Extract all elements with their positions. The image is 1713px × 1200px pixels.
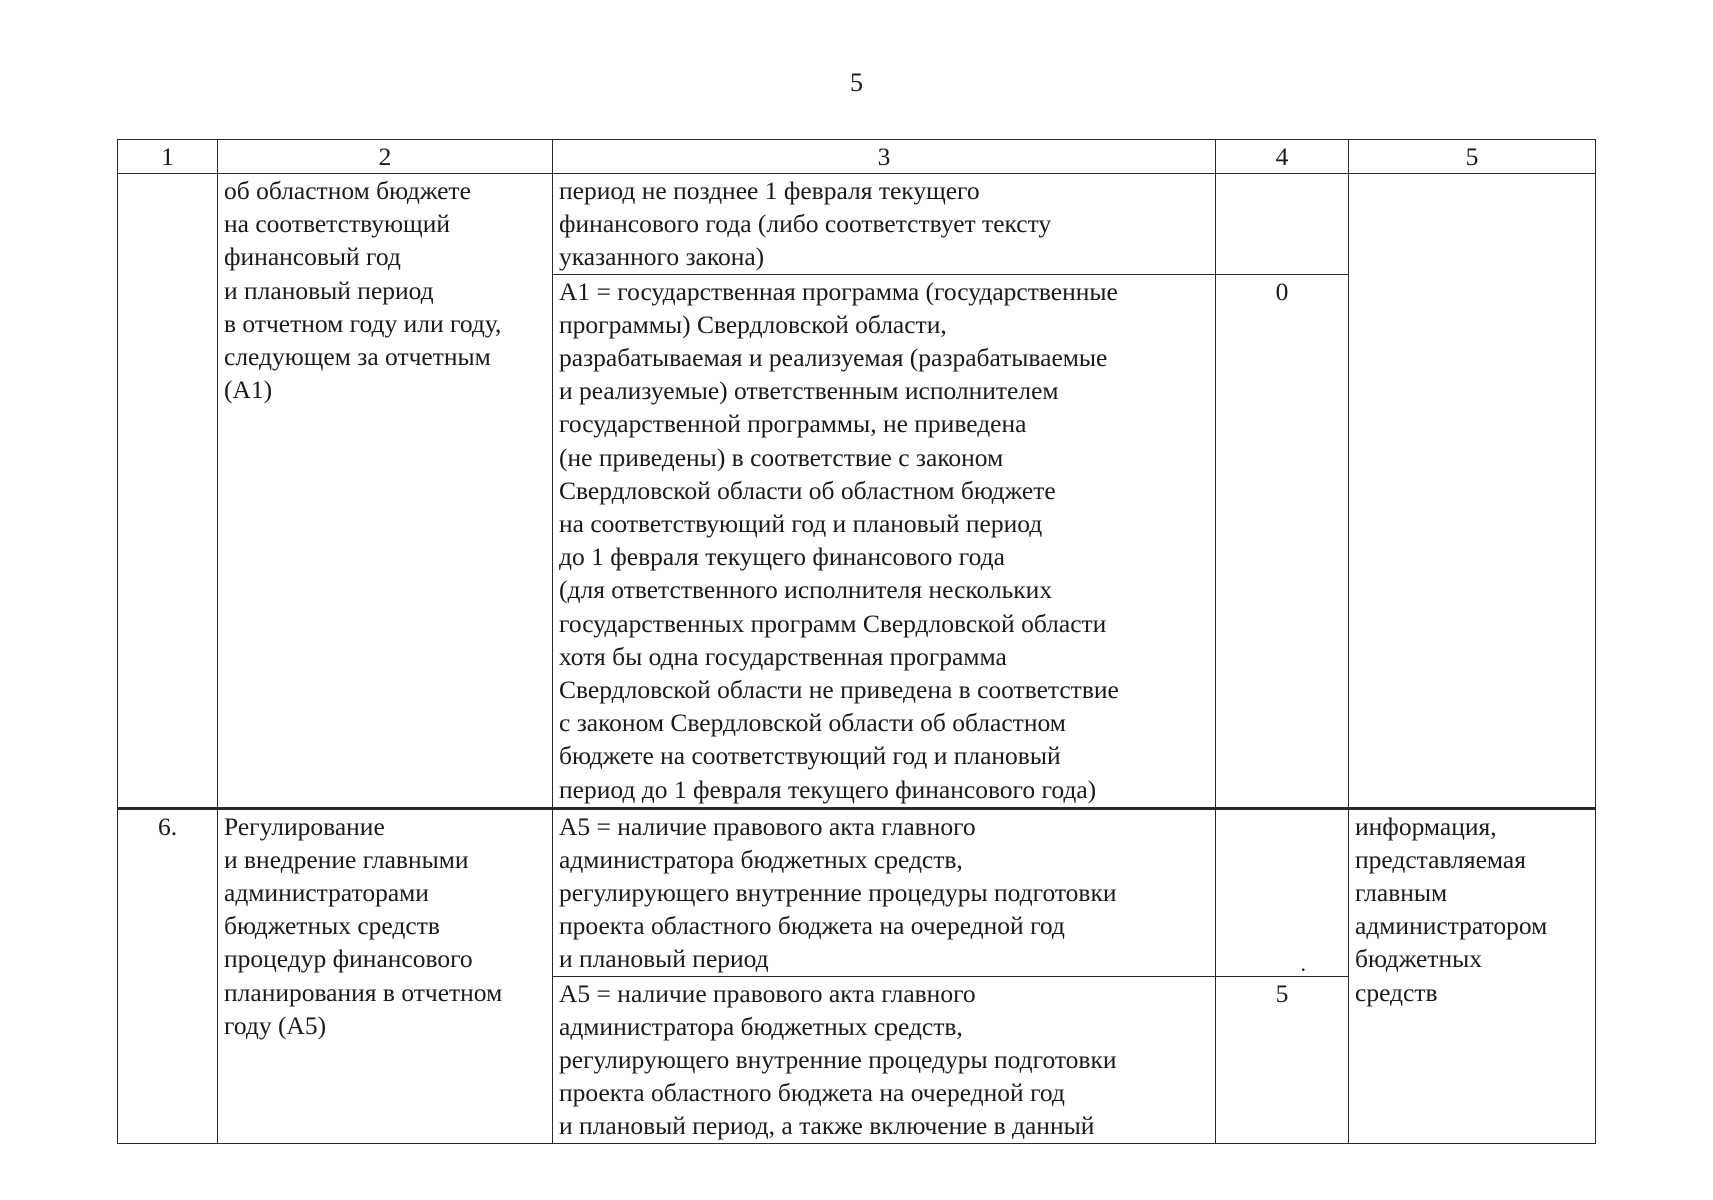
row-number: 6. (118, 808, 218, 1143)
header-col-1: 1 (118, 140, 218, 174)
table-row (118, 174, 1596, 275)
criterion-text: А5 = наличие правового акта главного администратора бюджетных средств, регулирующего внутренние процедуры подготовки проекта областного бюджета на очередной год и плановый период, а также включение в данный (553, 976, 1216, 1143)
table-header-row (118, 140, 1596, 174)
header-col-3: 3 (553, 140, 1216, 174)
criterion-score: 5 (1216, 976, 1349, 1143)
criterion-text: период не позднее 1 февраля текущего финансового года (либо соответствует тексту указанного закона) (553, 174, 1216, 275)
criterion-score: 0 (1216, 274, 1349, 808)
indicator-name: Регулирование и внедрение главными администраторами бюджетных средств процедур финансового планирования в отчетном году (А5) (218, 808, 553, 1143)
criterion-score (1216, 174, 1349, 275)
info-source (1349, 174, 1596, 809)
criterion-score (1216, 808, 1349, 976)
stray-mark: . (1300, 950, 1306, 976)
table-row (118, 808, 1596, 976)
page-number: 5 (850, 68, 863, 97)
info-source: информация, представляемая главным администратором бюджетных средств (1349, 808, 1596, 1143)
header-col-2: 2 (218, 140, 553, 174)
indicator-name: об областном бюджете на соответствующий финансовый год и плановый период в отчетном году или году, следующем за отчетным (А1) (218, 174, 553, 809)
indicators-table (117, 139, 1596, 1144)
criterion-text: А1 = государственная программа (государственные программы) Свердловской области, разрабатываемая и реализуемая (разрабатываемые и реализуемые) ответственным исполнителем государственной программы, не приведена (не приведены) в соответствие с законом Свердловской области об областном бюджете на соответствующий год и плановый период до 1 февраля текущего финансового года (для ответственного исполнителя нескольких государственных программ Свердловской области хотя бы одна государственная программа Свердловской области не приведена в соответствие с законом Свердловской области об областном бюджете на соответствующий год и плановый период до 1 февраля текущего финансового года) (553, 274, 1216, 808)
header-col-4: 4 (1216, 140, 1349, 174)
header-col-5: 5 (1349, 140, 1596, 174)
criterion-text: А5 = наличие правового акта главного администратора бюджетных средств, регулирующего внутренние процедуры подготовки проекта областного бюджета на очередной год и плановый период (553, 808, 1216, 976)
row-number (118, 174, 218, 809)
